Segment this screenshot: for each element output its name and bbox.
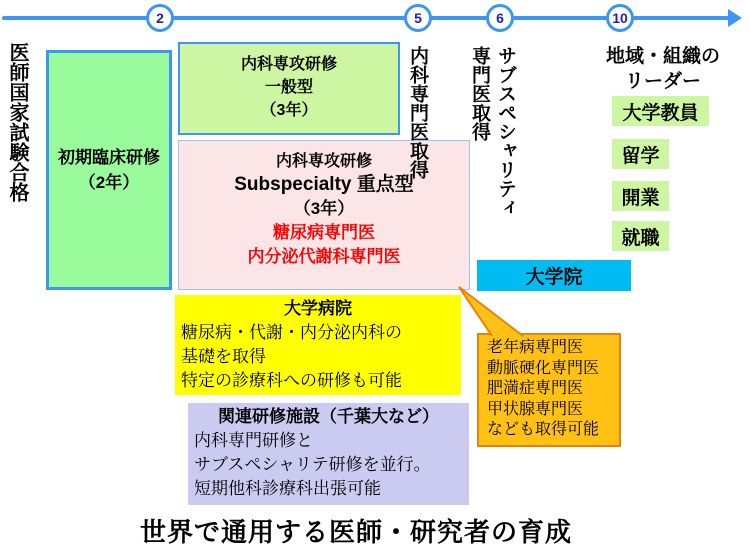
graduate-school-label: 大学院 xyxy=(525,267,583,288)
career-option-employment xyxy=(612,221,669,251)
milestone-circle-year6 xyxy=(486,4,514,32)
career-option-label: 就職 xyxy=(621,227,660,249)
naika-general-line1: 内科専攻研修 xyxy=(240,56,337,73)
box-related-facilities xyxy=(188,403,469,505)
university-hospital-title: 大学病院 xyxy=(284,299,352,318)
box-naika-general-course xyxy=(178,42,400,135)
milestone-circle-year5 xyxy=(404,4,432,32)
vertical-label-subspecialty-cert: 専門医取得 xyxy=(468,46,490,141)
naika-sub-line2: Subspecialty 重点型 xyxy=(234,174,414,195)
university-hospital-line1: 糖尿病・代謝・内分泌内科の xyxy=(181,323,402,342)
box-initial-clinical-training xyxy=(46,50,172,290)
leader-header xyxy=(596,44,730,94)
naika-sub-endocrine-specialist: 内分泌代謝科専門医 xyxy=(247,247,401,266)
box-university-hospital xyxy=(175,295,461,395)
milestone-label: 2 xyxy=(156,10,164,26)
initial-training-title: 初期臨床研修 xyxy=(58,148,160,167)
naika-sub-line3: （3年） xyxy=(293,199,355,218)
related-facilities-line1: 内科専門研修と xyxy=(194,431,313,450)
vertical-label-exam-pass: 医師国家試験合格 xyxy=(6,42,28,202)
career-option-label: 留学 xyxy=(621,145,660,167)
naika-general-line3: （3年） xyxy=(260,102,318,119)
naika-general-line2: 一般型 xyxy=(264,79,313,96)
other-specialist-2: 動脈硬化専門医 xyxy=(487,359,600,377)
milestone-label: 5 xyxy=(414,10,422,26)
vertical-label-subspecialty: サブスペシャリティ xyxy=(494,46,516,217)
milestone-circle-year10 xyxy=(606,4,634,32)
slide-title: 世界で通用する医師・研究者の育成 xyxy=(139,517,572,547)
leader-header-line2: リーダー xyxy=(624,71,701,92)
milestone-circle-year2 xyxy=(146,4,174,32)
other-specialist-1: 老年病専門医 xyxy=(487,339,584,356)
career-option-university-faculty xyxy=(612,96,709,126)
other-specialist-4: 甲状腺専門医 xyxy=(487,400,584,418)
milestone-label: 6 xyxy=(496,10,504,26)
other-specialist-5: なども取得可能 xyxy=(487,421,600,438)
career-option-private-practice xyxy=(612,181,669,211)
related-facilities-line2: サブスペシャリテ研修を並行。 xyxy=(194,455,431,474)
career-option-label: 開業 xyxy=(621,187,660,209)
related-facilities-title: 関連研修施設（千葉大など） xyxy=(218,407,439,426)
university-hospital-line2: 基礎を取得 xyxy=(181,347,266,366)
career-option-label: 大学教員 xyxy=(622,102,699,124)
university-hospital-line3: 特定の診療科への研修も可能 xyxy=(181,371,402,390)
timeline-arrow-icon xyxy=(728,9,742,27)
naika-sub-diabetes-specialist: 糖尿病専門医 xyxy=(273,223,375,242)
box-graduate-school xyxy=(477,260,631,291)
naika-sub-line1: 内科専攻研修 xyxy=(275,153,372,170)
other-specialist-3: 肥満症専門医 xyxy=(487,380,584,397)
initial-training-duration: （2年） xyxy=(78,173,140,192)
milestone-label: 10 xyxy=(612,10,628,26)
career-option-study-abroad xyxy=(612,139,669,169)
related-facilities-line3: 短期他科診療科出張可能 xyxy=(194,479,381,498)
box-other-specialists-callout xyxy=(477,333,621,447)
vertical-label-internal-med-cert: 内科専門医取得 xyxy=(406,46,428,179)
leader-header-line1: 地域・組織の xyxy=(605,46,720,67)
